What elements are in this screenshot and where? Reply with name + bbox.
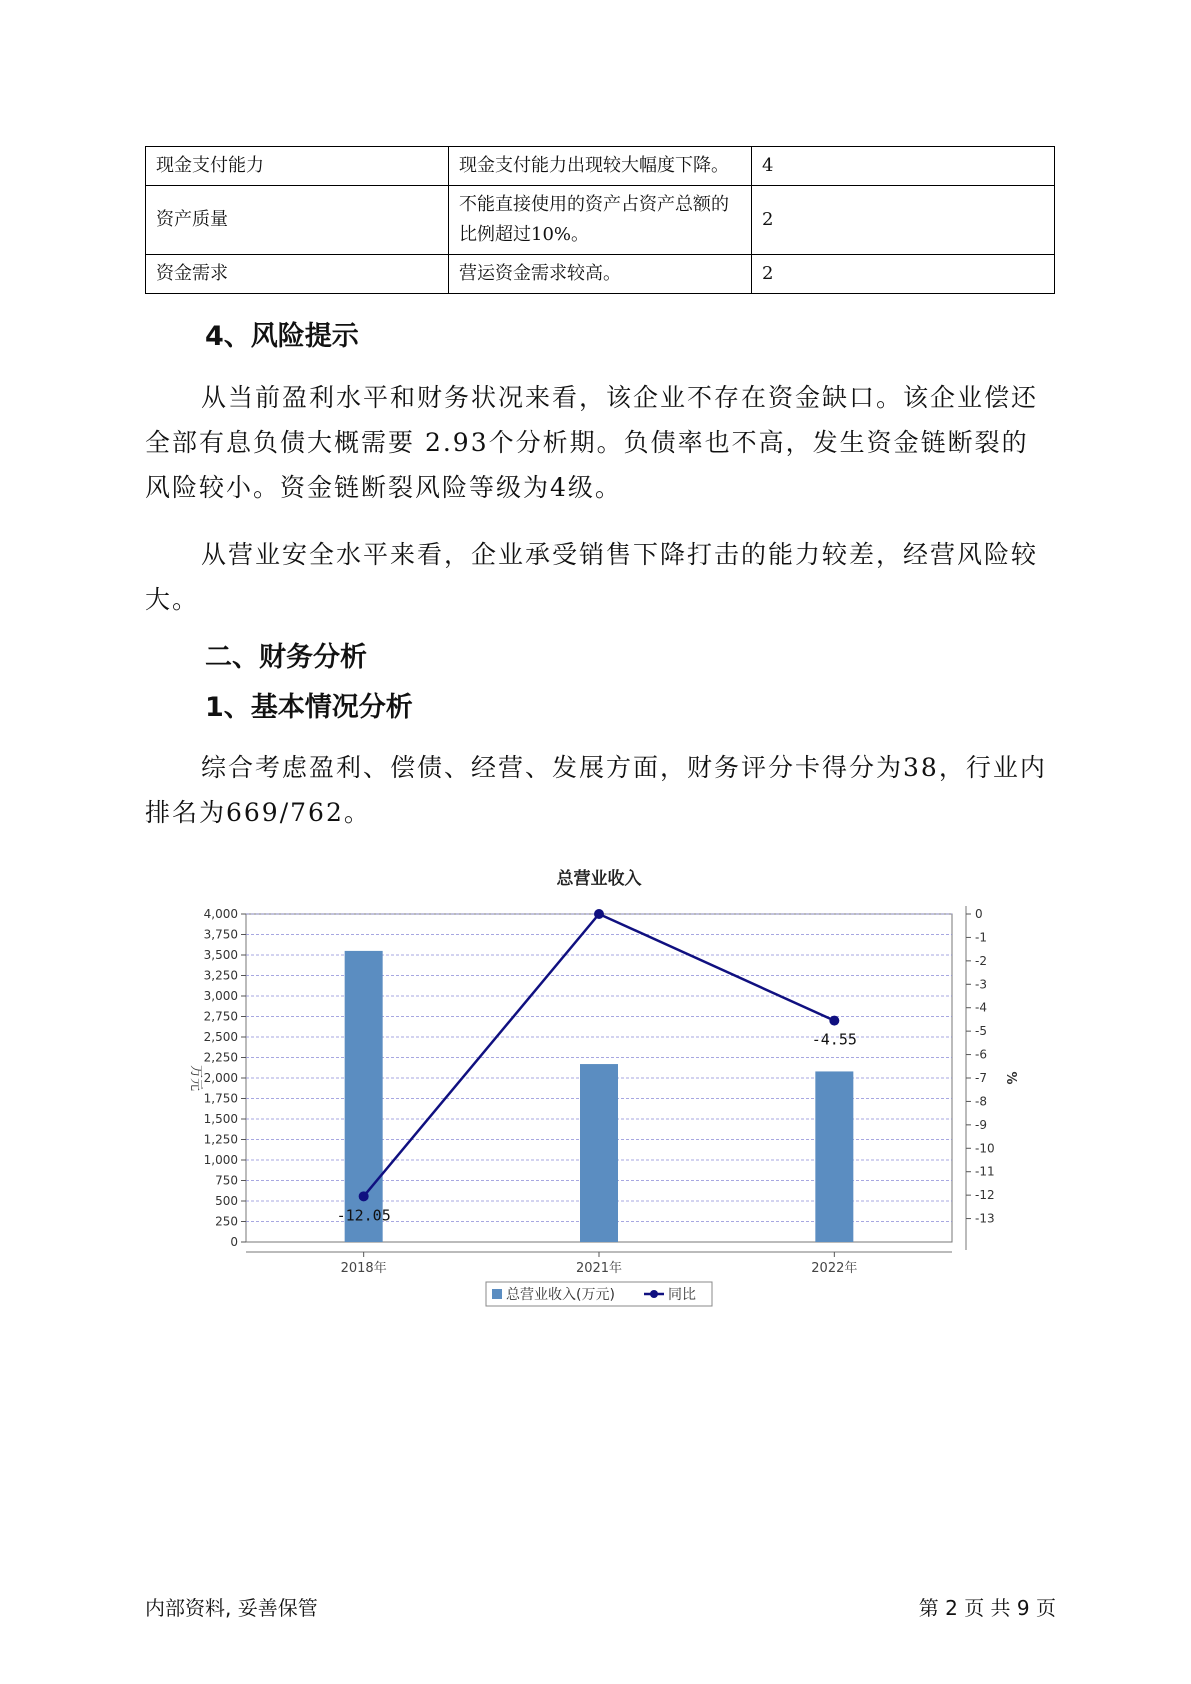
- y2-tick-label: -3: [975, 977, 987, 992]
- footer-page-number: 第 2 页 共 9 页: [918, 1596, 1056, 1620]
- legend-label-line: 同比: [668, 1287, 696, 1303]
- y-tick-label: 2,750: [203, 1009, 238, 1024]
- legend-swatch-point: [650, 1290, 658, 1298]
- y-tick-label: 1,000: [203, 1153, 238, 1167]
- y-tick-label: 3,250: [203, 968, 238, 983]
- data-label: -4.55: [811, 1030, 857, 1049]
- data-label: -12.05: [336, 1206, 391, 1225]
- legend-label-bar: 总营业收入(万元): [506, 1287, 615, 1303]
- table-cell-desc: 现金支付能力出现较大幅度下降。: [449, 147, 752, 186]
- x-tick-label: 2018年: [340, 1261, 387, 1276]
- x-tick-label: 2022年: [811, 1261, 858, 1276]
- y2-tick-label: -5: [975, 1024, 987, 1039]
- line-point: [359, 1191, 369, 1201]
- y2-tick-label: 0: [975, 907, 983, 921]
- y-tick-label: 2,250: [203, 1050, 238, 1065]
- paragraph-risk-1: 从当前盈利水平和财务状况来看，该企业不存在资金缺口。该企业偿还全部有息负债大概需要 2.93个分析期。负债率也不高，发生资金链断裂的风险较小。资金链断裂风险等级为4级。: [145, 383, 1039, 502]
- y-tick-label: 1,750: [203, 1091, 238, 1106]
- table-cell-item: 资金需求: [146, 255, 449, 294]
- line-point: [829, 1016, 839, 1026]
- y-tick-label: 2,500: [203, 1030, 238, 1044]
- y-tick-label: 3,000: [203, 989, 238, 1003]
- line-point: [594, 909, 604, 919]
- y-tick-label: 3,500: [203, 948, 238, 962]
- y-tick-label: 2,000: [203, 1071, 238, 1085]
- y-tick-label: 250: [215, 1214, 238, 1229]
- revenue-chart: [176, 862, 1036, 1317]
- bar: [815, 1071, 853, 1242]
- table-cell-desc: 不能直接使用的资产占资产总额的比例超过10%。: [449, 186, 752, 255]
- table-row: [146, 147, 1055, 186]
- table-cell-level: 2: [752, 186, 1055, 255]
- y2-tick-label: -12: [975, 1188, 995, 1203]
- y-tick-label: 1,500: [203, 1112, 238, 1126]
- x-tick-label: 2021年: [575, 1261, 623, 1276]
- paragraph-basic-1: 综合考虑盈利、偿债、经营、发展方面，财务评分卡得分为38，行业内排名为669/762。: [145, 753, 1047, 827]
- y-tick-label: 3,750: [203, 927, 238, 942]
- table-row: [146, 186, 1055, 255]
- y2-tick-label: -11: [975, 1164, 995, 1179]
- section-heading-risk: 4、风险提示: [205, 321, 359, 352]
- table-cell-item: 现金支付能力: [146, 147, 449, 186]
- table-cell-item: 资产质量: [146, 186, 449, 255]
- table-cell-level: 2: [752, 255, 1055, 294]
- y2-tick-label: -2: [975, 953, 987, 968]
- y2-tick-label: -8: [975, 1094, 987, 1109]
- section-heading-financial: 二、财务分析: [205, 642, 367, 673]
- y-tick-label: 4,000: [203, 907, 238, 921]
- y2-tick-label: -7: [975, 1071, 987, 1085]
- y2-tick-label: -10: [975, 1141, 995, 1156]
- y2-tick-label: -1: [975, 930, 987, 945]
- y-tick-label: 750: [215, 1173, 238, 1188]
- footer-left: 内部资料, 妥善保管: [145, 1596, 318, 1620]
- y2-tick-label: -4: [975, 1000, 987, 1015]
- y2-tick-label: -6: [975, 1047, 987, 1062]
- table-cell-level: 4: [752, 147, 1055, 186]
- legend-swatch-bar: [492, 1289, 502, 1299]
- y2-tick-label: -9: [975, 1117, 987, 1132]
- y-tick-label: 500: [215, 1194, 238, 1208]
- bar: [580, 1064, 618, 1242]
- y-tick-label: 1,250: [203, 1132, 238, 1147]
- chart-title: 总营业收入: [556, 869, 642, 889]
- table-row: [146, 255, 1055, 294]
- section-heading-basic: 1、基本情况分析: [205, 692, 413, 723]
- y2-tick-label: -13: [975, 1211, 995, 1226]
- y-tick-label: 0: [230, 1235, 238, 1249]
- paragraph-risk-2: 从营业安全水平来看，企业承受销售下降打击的能力较差，经营风险较大。: [145, 540, 1039, 614]
- y-axis-label: 万元: [188, 1064, 203, 1092]
- y2-axis-label: %: [1003, 1071, 1018, 1085]
- table-cell-desc: 营运资金需求较高。: [449, 255, 752, 294]
- risk-table: [145, 146, 1055, 294]
